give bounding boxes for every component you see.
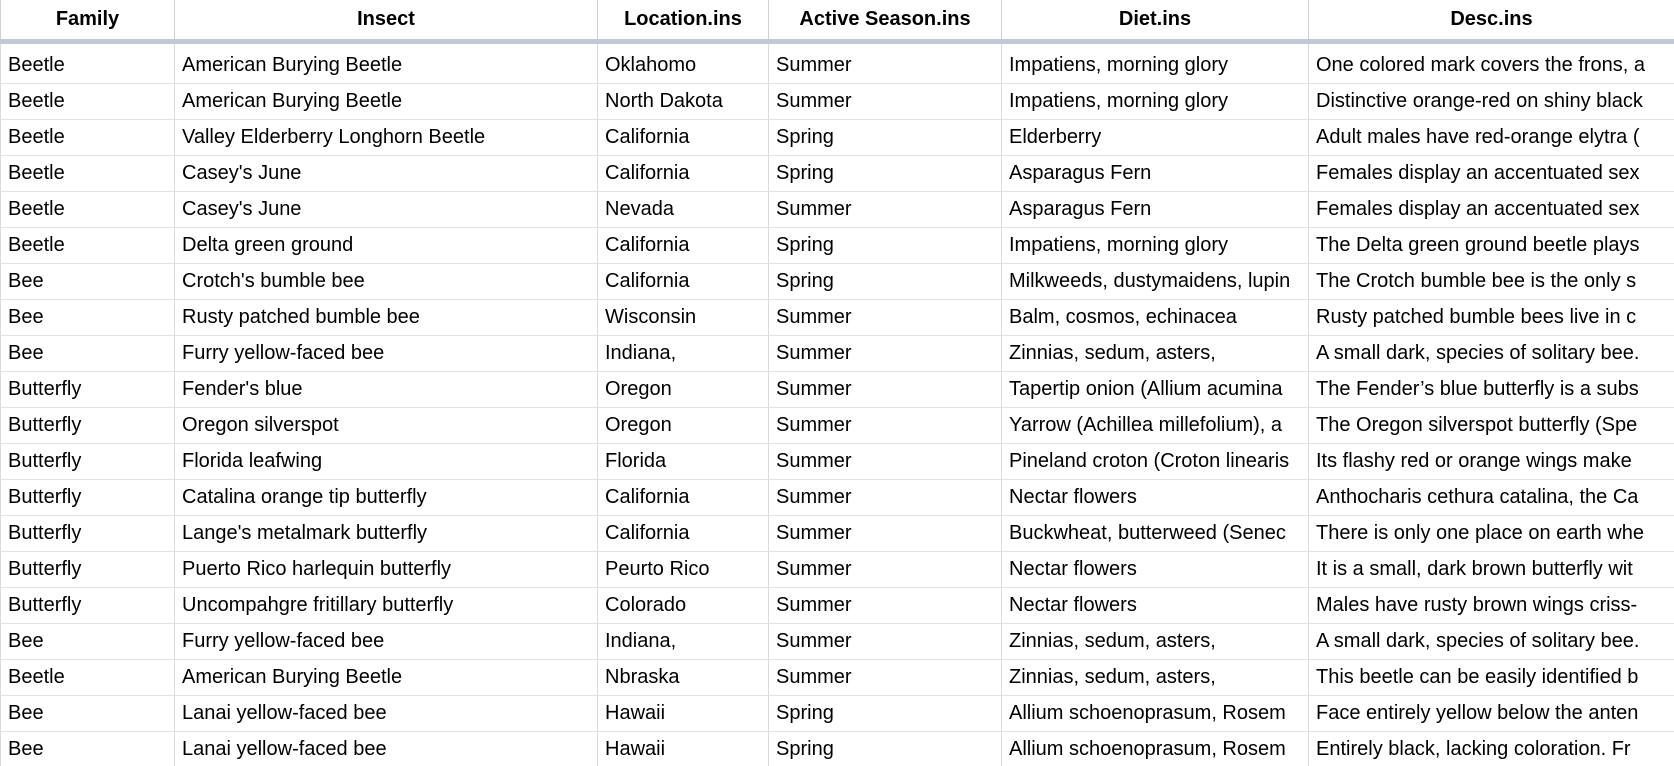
cell-desc[interactable]: It is a small, dark brown butterfly wit [1309, 552, 1674, 588]
cell-family[interactable]: Beetle [1, 84, 175, 120]
cell-active-season[interactable]: Spring [769, 120, 1002, 156]
cell-location[interactable]: California [598, 120, 769, 156]
cell-location[interactable]: Hawaii [598, 732, 769, 766]
cell-location[interactable]: Oregon [598, 408, 769, 444]
cell-diet[interactable]: Nectar flowers [1002, 588, 1309, 624]
cell-family[interactable]: Bee [1, 300, 175, 336]
table-row [1, 624, 1674, 660]
cell-diet[interactable]: Yarrow (Achillea millefolium), a [1002, 408, 1309, 444]
cell-family[interactable]: Beetle [1, 228, 175, 264]
cell-active-season[interactable]: Summer [769, 192, 1002, 228]
cell-desc[interactable]: The Fender’s blue butterfly is a subs [1309, 372, 1674, 408]
cell-diet[interactable]: Balm, cosmos, echinacea [1002, 300, 1309, 336]
cell-active-season[interactable]: Summer [769, 552, 1002, 588]
cell-active-season[interactable]: Summer [769, 300, 1002, 336]
cell-diet[interactable]: Zinnias, sedum, asters, [1002, 660, 1309, 696]
cell-desc[interactable]: Distinctive orange-red on shiny black [1309, 84, 1674, 120]
cell-active-season[interactable]: Spring [769, 228, 1002, 264]
cell-location[interactable]: Indiana, [598, 624, 769, 660]
cell-diet[interactable]: Impatiens, morning glory [1002, 84, 1309, 120]
column-header-active-season[interactable]: Active Season.ins [769, 0, 1002, 42]
cell-diet[interactable]: Buckwheat, butterweed (Senec [1002, 516, 1309, 552]
cell-desc[interactable]: Adult males have red-orange elytra ( [1309, 120, 1674, 156]
cell-family[interactable]: Butterfly [1, 444, 175, 480]
cell-family[interactable]: Bee [1, 732, 175, 766]
cell-active-season[interactable]: Spring [769, 696, 1002, 732]
cell-family[interactable]: Beetle [1, 660, 175, 696]
cell-desc[interactable]: Its flashy red or orange wings make [1309, 444, 1674, 480]
cell-diet[interactable]: Asparagus Fern [1002, 156, 1309, 192]
table-row [1, 156, 1674, 192]
cell-active-season[interactable]: Summer [769, 336, 1002, 372]
cell-desc[interactable]: Entirely black, lacking coloration. Fr [1309, 732, 1674, 766]
cell-diet[interactable]: Nectar flowers [1002, 552, 1309, 588]
cell-desc[interactable]: Females display an accentuated sex [1309, 192, 1674, 228]
cell-active-season[interactable]: Spring [769, 264, 1002, 300]
cell-desc[interactable]: Males have rusty brown wings criss- [1309, 588, 1674, 624]
table-row [1, 732, 1674, 766]
cell-active-season[interactable]: Summer [769, 480, 1002, 516]
cell-location[interactable]: Indiana, [598, 336, 769, 372]
cell-location[interactable]: Hawaii [598, 696, 769, 732]
cell-insect[interactable]: Casey's June [175, 156, 598, 192]
cell-family[interactable]: Bee [1, 696, 175, 732]
cell-desc[interactable]: Face entirely yellow below the anten [1309, 696, 1674, 732]
column-header-diet[interactable]: Diet.ins [1002, 0, 1309, 42]
cell-insect[interactable]: Furry yellow-faced bee [175, 336, 598, 372]
table-row [1, 660, 1674, 696]
cell-family[interactable]: Beetle [1, 156, 175, 192]
cell-location[interactable]: Peurto Rico [598, 552, 769, 588]
cell-location[interactable]: Nevada [598, 192, 769, 228]
cell-desc[interactable]: The Oregon silverspot butterfly (Spe [1309, 408, 1674, 444]
cell-insect[interactable]: Casey's June [175, 192, 598, 228]
cell-diet[interactable]: Milkweeds, dustymaidens, lupin [1002, 264, 1309, 300]
cell-location[interactable]: North Dakota [598, 84, 769, 120]
cell-desc[interactable]: The Delta green ground beetle plays [1309, 228, 1674, 264]
cell-diet[interactable]: Impatiens, morning glory [1002, 42, 1309, 84]
column-header-family[interactable]: Family [1, 0, 175, 42]
table-row [1, 372, 1674, 408]
cell-location[interactable]: California [598, 264, 769, 300]
cell-diet[interactable]: Allium schoenoprasum, Rosem [1002, 732, 1309, 766]
cell-desc[interactable]: A small dark, species of solitary bee. [1309, 624, 1674, 660]
cell-desc[interactable]: Females display an accentuated sex [1309, 156, 1674, 192]
table-row [1, 120, 1674, 156]
cell-location[interactable]: California [598, 228, 769, 264]
cell-insect[interactable]: Florida leafwing [175, 444, 598, 480]
cell-family[interactable]: Bee [1, 336, 175, 372]
cell-diet[interactable]: Impatiens, morning glory [1002, 228, 1309, 264]
cell-diet[interactable]: Zinnias, sedum, asters, [1002, 624, 1309, 660]
cell-active-season[interactable]: Summer [769, 84, 1002, 120]
cell-family[interactable]: Beetle [1, 192, 175, 228]
cell-insect[interactable]: Valley Elderberry Longhorn Beetle [175, 120, 598, 156]
table-row [1, 336, 1674, 372]
cell-location[interactable]: Oklahomo [598, 42, 769, 84]
cell-insect[interactable]: Crotch's bumble bee [175, 264, 598, 300]
cell-diet[interactable]: Zinnias, sedum, asters, [1002, 336, 1309, 372]
cell-diet[interactable]: Elderberry [1002, 120, 1309, 156]
cell-insect[interactable]: Lanai yellow-faced bee [175, 696, 598, 732]
cell-insect[interactable]: American Burying Beetle [175, 42, 598, 84]
cell-insect[interactable]: Catalina orange tip butterfly [175, 480, 598, 516]
table-row [1, 192, 1674, 228]
cell-family[interactable]: Beetle [1, 42, 175, 84]
cell-active-season[interactable]: Spring [769, 156, 1002, 192]
cell-location[interactable]: Florida [598, 444, 769, 480]
cell-family[interactable]: Butterfly [1, 480, 175, 516]
cell-insect[interactable]: Delta green ground [175, 228, 598, 264]
cell-insect[interactable]: American Burying Beetle [175, 660, 598, 696]
cell-diet[interactable]: Tapertip onion (Allium acumina [1002, 372, 1309, 408]
cell-diet[interactable]: Asparagus Fern [1002, 192, 1309, 228]
cell-insect[interactable]: American Burying Beetle [175, 84, 598, 120]
table-row [1, 552, 1674, 588]
cell-active-season[interactable]: Summer [769, 588, 1002, 624]
table-row [1, 300, 1674, 336]
table-row [1, 444, 1674, 480]
cell-desc[interactable]: This beetle can be easily identified b [1309, 660, 1674, 696]
column-header-insect[interactable]: Insect [175, 0, 598, 42]
cell-desc[interactable]: A small dark, species of solitary bee. [1309, 336, 1674, 372]
column-header-desc[interactable]: Desc.ins [1309, 0, 1674, 42]
cell-location[interactable]: California [598, 480, 769, 516]
table-row [1, 480, 1674, 516]
cell-family[interactable]: Bee [1, 264, 175, 300]
table-row [1, 588, 1674, 624]
cell-desc[interactable]: The Crotch bumble bee is the only s [1309, 264, 1674, 300]
table-row [1, 264, 1674, 300]
cell-family[interactable]: Beetle [1, 120, 175, 156]
cell-insect[interactable]: Lanai yellow-faced bee [175, 732, 598, 766]
header-row [1, 0, 1674, 42]
cell-location[interactable]: Wisconsin [598, 300, 769, 336]
cell-family[interactable]: Butterfly [1, 588, 175, 624]
cell-insect[interactable]: Furry yellow-faced bee [175, 624, 598, 660]
cell-active-season[interactable]: Summer [769, 624, 1002, 660]
cell-family[interactable]: Butterfly [1, 408, 175, 444]
table-row [1, 84, 1674, 120]
cell-insect[interactable]: Puerto Rico harlequin butterfly [175, 552, 598, 588]
cell-desc[interactable]: There is only one place on earth whe [1309, 516, 1674, 552]
cell-insect[interactable]: Uncompahgre fritillary butterfly [175, 588, 598, 624]
cell-desc[interactable]: Anthocharis cethura catalina, the Ca [1309, 480, 1674, 516]
table-row [1, 516, 1674, 552]
cell-insect[interactable]: Lange's metalmark butterfly [175, 516, 598, 552]
cell-family[interactable]: Butterfly [1, 516, 175, 552]
cell-active-season[interactable]: Summer [769, 372, 1002, 408]
cell-insect[interactable]: Fender's blue [175, 372, 598, 408]
cell-active-season[interactable]: Summer [769, 408, 1002, 444]
cell-family[interactable]: Butterfly [1, 372, 175, 408]
cell-insect[interactable]: Rusty patched bumble bee [175, 300, 598, 336]
cell-desc[interactable]: One colored mark covers the frons, a [1309, 42, 1674, 84]
cell-location[interactable]: Colorado [598, 588, 769, 624]
table-row [1, 408, 1674, 444]
cell-active-season[interactable]: Summer [769, 516, 1002, 552]
column-header-location[interactable]: Location.ins [598, 0, 769, 42]
cell-location[interactable]: Oregon [598, 372, 769, 408]
table-body [1, 42, 1674, 766]
cell-diet[interactable]: Pineland croton (Croton linearis [1002, 444, 1309, 480]
cell-family[interactable]: Bee [1, 624, 175, 660]
table-row [1, 696, 1674, 732]
cell-active-season[interactable]: Summer [769, 444, 1002, 480]
cell-location[interactable]: California [598, 156, 769, 192]
table-row [1, 42, 1674, 84]
cell-diet[interactable]: Allium schoenoprasum, Rosem [1002, 696, 1309, 732]
cell-insect[interactable]: Oregon silverspot [175, 408, 598, 444]
cell-family[interactable]: Butterfly [1, 552, 175, 588]
cell-active-season[interactable]: Summer [769, 660, 1002, 696]
cell-desc[interactable]: Rusty patched bumble bees live in c [1309, 300, 1674, 336]
table-row [1, 228, 1674, 264]
cell-location[interactable]: California [598, 516, 769, 552]
cell-location[interactable]: Nbraska [598, 660, 769, 696]
cell-active-season[interactable]: Spring [769, 732, 1002, 766]
cell-active-season[interactable]: Summer [769, 42, 1002, 84]
cell-diet[interactable]: Nectar flowers [1002, 480, 1309, 516]
